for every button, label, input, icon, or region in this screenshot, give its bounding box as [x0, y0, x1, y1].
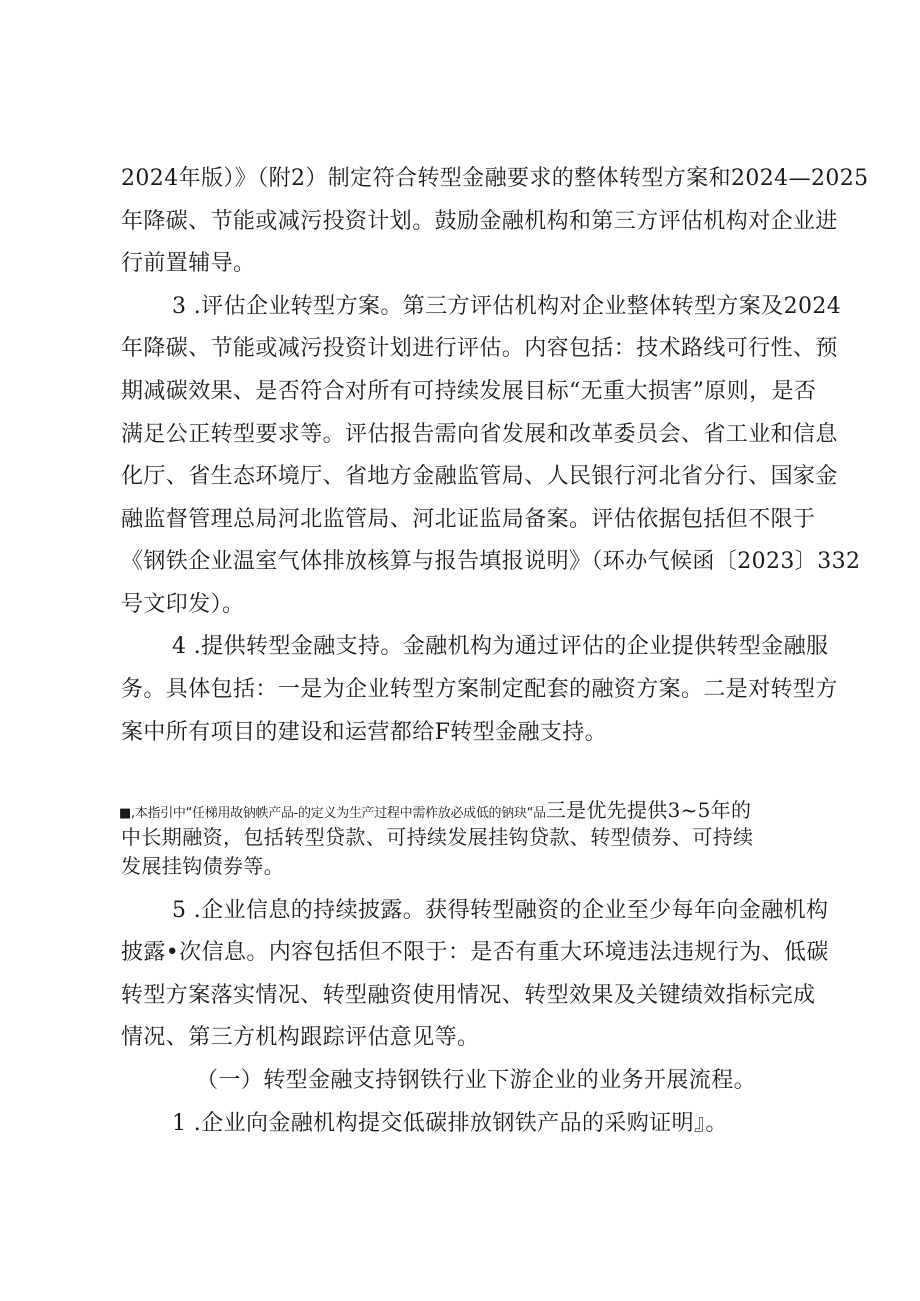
footnote-text: ■,本指引中“任梯用故钠帙产品-的定义为生产过程中需柞放必成低的钠玦“品 [119, 806, 546, 821]
paragraph-line: 融监督管理总局河北监管局、河北证监局备案。评估依据包括但不限于 [121, 507, 816, 532]
paragraph-line: 发展挂钩债券等。 [121, 854, 285, 878]
paragraph-line: 化厅、省生态环境厅、省地方金融监管局、人民银行河北省分行、国家金 [121, 464, 838, 489]
paragraph-line: 案中所有项目的建设和运营都给F转型金融支持。 [121, 720, 608, 745]
paragraph-line: 行前置辅导。 [121, 251, 256, 276]
paragraph-line: 情况、第三方机构跟踪评估意见等。 [121, 1025, 480, 1050]
paragraph-line: 3 .评估企业转型方案。第三方评估机构对企业整体转型方案及2024 [172, 294, 842, 319]
section-heading: （一）转型金融支持钢铁行业下游企业的业务开展流程。 [196, 1068, 757, 1093]
paragraph-line: 年降碳、节能或减污投资计划进行评估。内容包括：技术路线可行性、预 [121, 336, 838, 361]
paragraph-line: 披露•次信息。内容包括但不限于：是否有重大环境违法违规行为、低碳 [121, 940, 829, 965]
paragraph-line: 5 .企业信息的持续披露。获得转型融资的企业至少每年向金融机构 [172, 898, 829, 923]
footnote-line [119, 800, 751, 824]
paragraph-line: 1 .企业向金融机构提交低碳排放钢铁产品的采购证明』。 [172, 1111, 728, 1136]
paragraph-line: 4 .提供转型金融支持。金融机构为通过评估的企业提供转型金融服 [172, 634, 829, 659]
paragraph-line: 号文印发）。 [121, 592, 245, 617]
paragraph-line: 中长期融资，包括转型贷款、可持续发展挂钩贷款、转型债券、可持续 [121, 825, 754, 849]
paragraph-line: 2024年版）》（附2）制定符合转型金融要求的整体转型方案和2024—2025 [121, 166, 869, 191]
paragraph-line: 务。具体包括：一是为企业转型方案制定配套的融资方案。二是对转型方 [121, 677, 838, 702]
paragraph-line: 年降碳、节能或减污投资计划。鼓励金融机构和第三方评估机构对企业进 [121, 209, 838, 234]
paragraph-line: 期减碳效果、是否符合对所有可持续发展目标“无重大损害”原则，是否 [121, 379, 817, 404]
paragraph-line: 转型方案落实情况、转型融资使用情况、转型效果及关键绩效指标完成 [121, 983, 816, 1008]
paragraph-fragment: 三是优先提供3~5年的 [545, 798, 752, 822]
paragraph-line: 满足公正转型要求等。评估报告需向省发展和改革委员会、省工业和信息 [121, 422, 838, 447]
paragraph-line: 《钢铁企业温室气体排放核算与报告填报说明》（环办气候函〔2023〕332 [121, 549, 861, 574]
